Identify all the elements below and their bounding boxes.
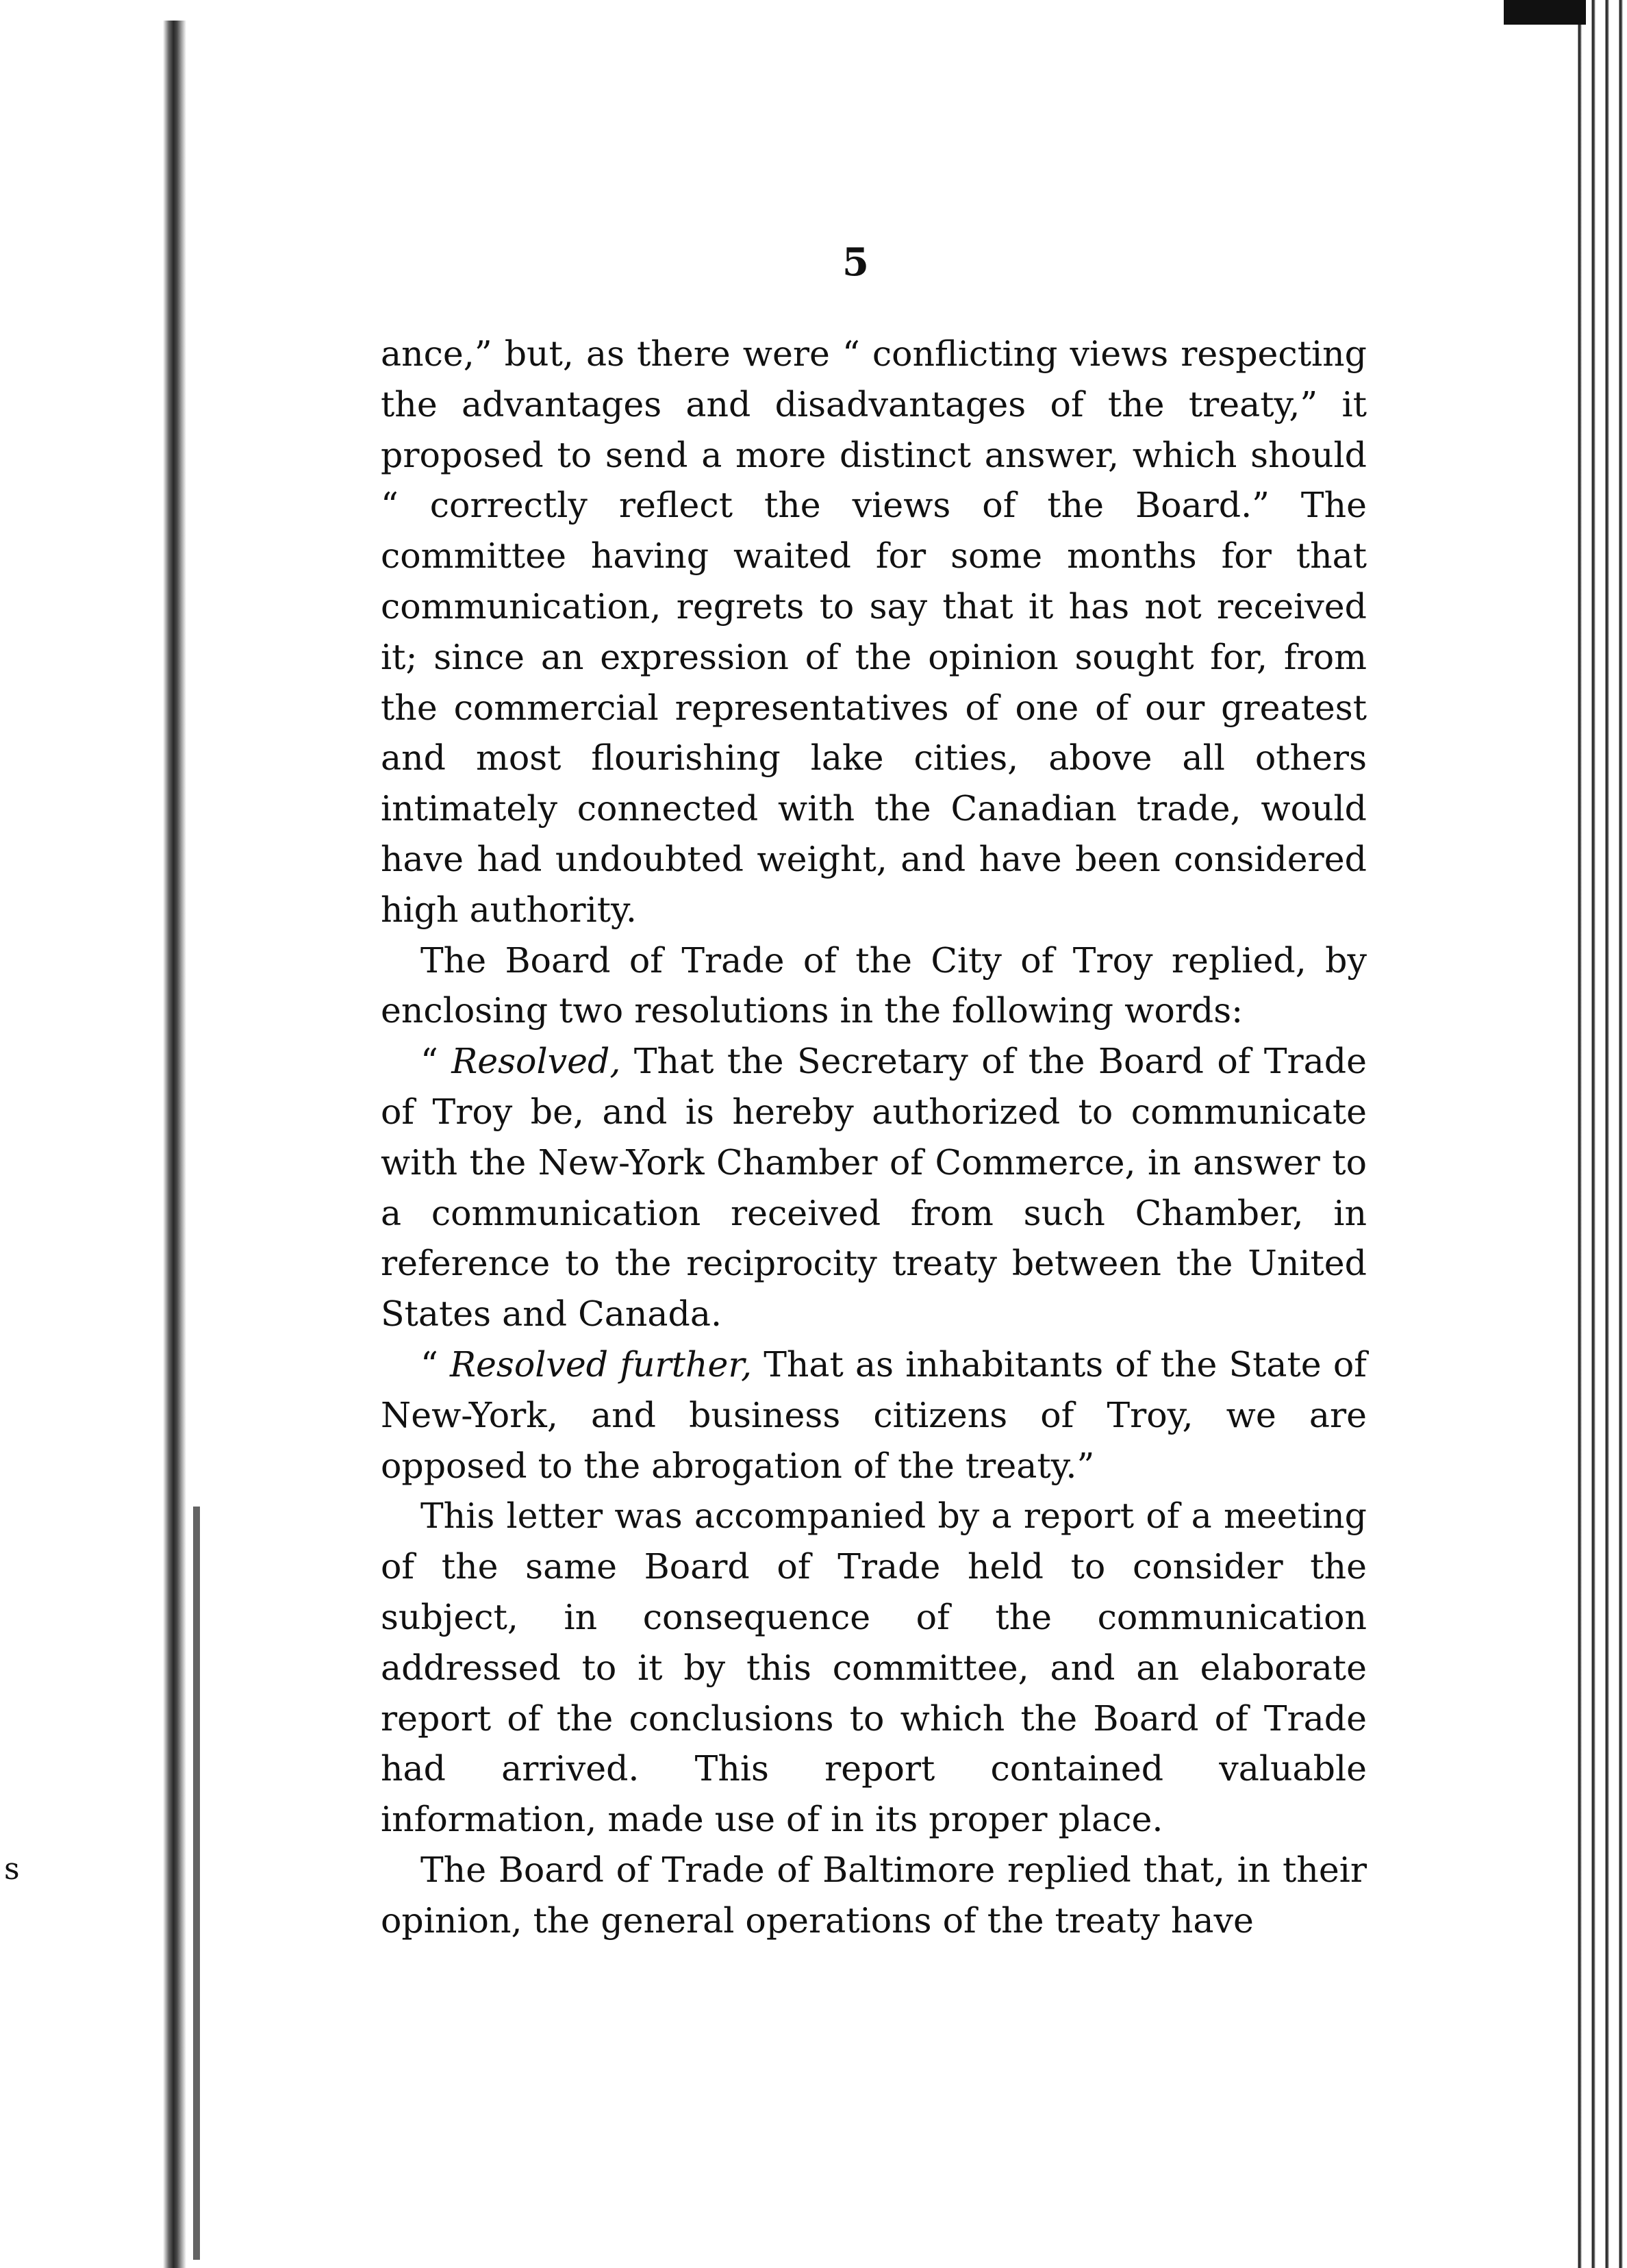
- binding-gutter: [163, 21, 186, 2268]
- paragraph-3-resolution: [381, 1036, 1367, 1339]
- margin-letter: s: [4, 1852, 20, 1887]
- paragraph-5: This letter was accompanied by a report of a meeting of the same Board of Trade held to consider the subject, in consequence of the communication addressed to it by this committee, and an elaborate report of the conclusions to which the Board of Trade had arrived. This report contained valuable information, made use of in its proper place.: [381, 1496, 1367, 1840]
- previous-page-edge: [0, 0, 157, 2268]
- resolution-1-text: That the Secretary of the Board of Trade of Troy be, and is hereby authorized to communicate with the New-York Chamber of Commerce, in answer to a communication received from such Chamber, in reference to the reciprocity treaty between the United States and Canada.: [381, 1041, 1367, 1335]
- paragraph-1: ance,” but, as there were “ conflicting views respecting the advantages and disadvantages of the treaty,” it proposed to send a more distinct answer, which should “ correctly reflect the views of the Board.” The committee having waited for some months for that communication, regrets to say that it has not received it; since an expression of the opinion sought for, from the commercial representatives of one of our greatest and most flourishing lake cities, above all others intimately connected with the Canadian trade, would have had undoubted weight, and have been considered high authority.: [381, 333, 1367, 930]
- binding-shadow: [193, 1507, 200, 2260]
- resolved-further-italic: Resolved further,: [450, 1344, 753, 1385]
- page-body: [381, 329, 1367, 1946]
- resolution-2-text: That as inhabitants of the State of New-York, and business citizens of Troy, we are opposed to the abrogation of the treaty.”: [381, 1344, 1367, 1486]
- quote-mark: “: [420, 1041, 452, 1082]
- page-stack-edges: [1572, 0, 1627, 2268]
- paragraph-6: The Board of Trade of Baltimore replied that, in their opinion, the general operations of the treaty have: [381, 1849, 1367, 1941]
- quote-mark: “: [420, 1344, 451, 1385]
- page-number: 5: [842, 240, 869, 285]
- page-stack-shadow: [1504, 0, 1586, 25]
- paragraph-2: The Board of Trade of the City of Troy replied, by enclosing two resolutions in the following words:: [381, 940, 1367, 1031]
- resolved-italic: Resolved,: [451, 1041, 621, 1082]
- paragraph-4-resolution: [381, 1339, 1367, 1491]
